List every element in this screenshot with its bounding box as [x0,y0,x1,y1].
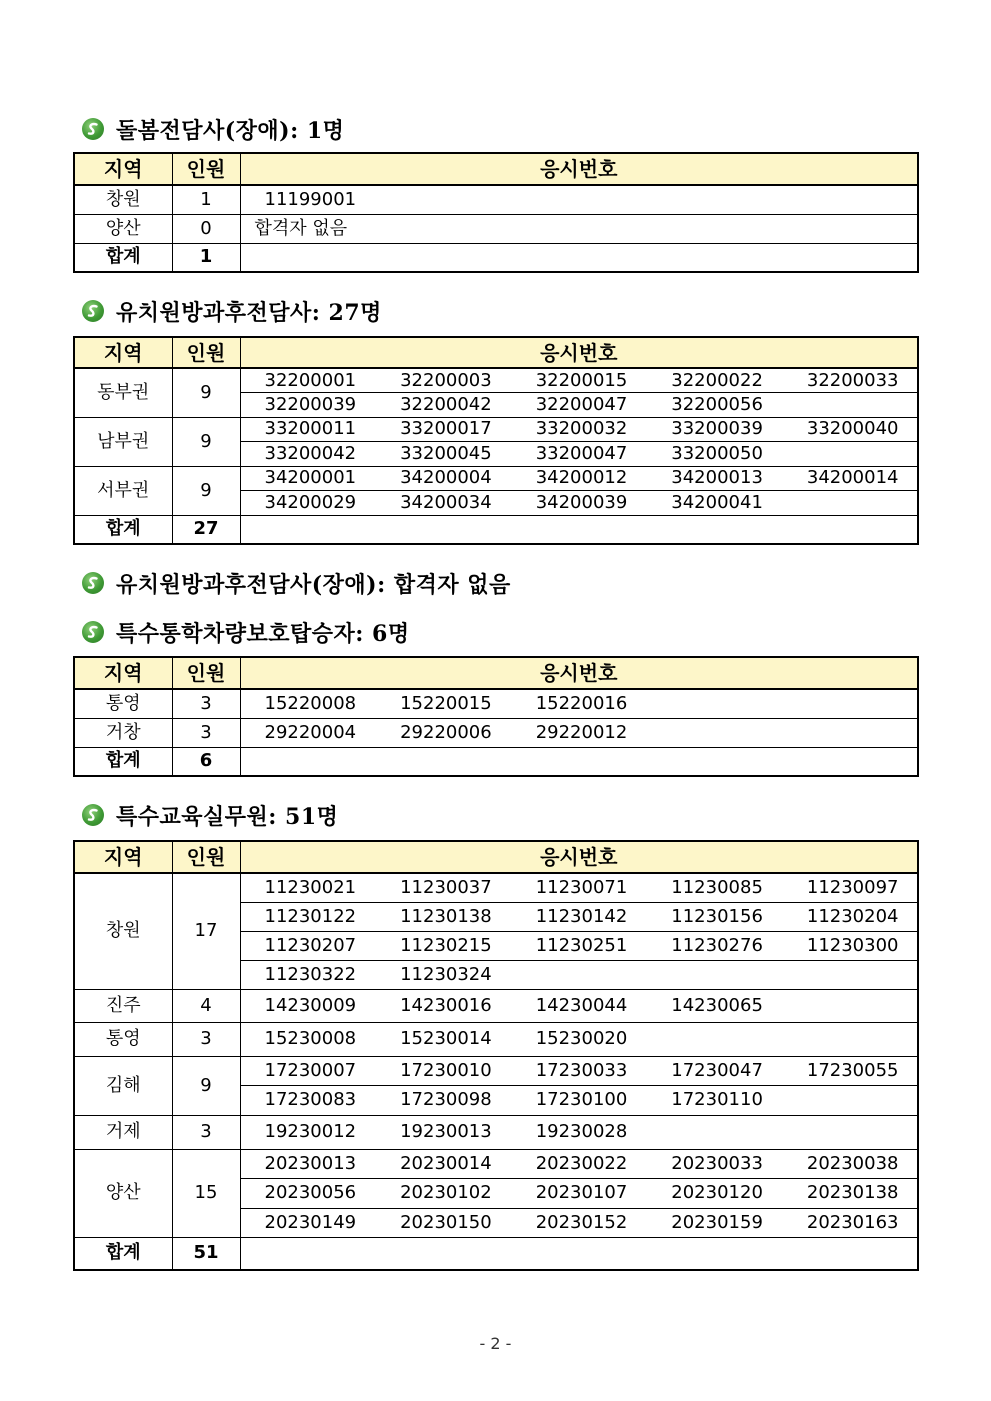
exam-number: 34200001 [264,467,357,489]
total-count: 27 [172,515,240,544]
exam-number: 11230071 [535,876,628,898]
exam-number: 20230056 [264,1182,357,1204]
exam-number: 32200001 [264,369,357,391]
exam-number: 19230012 [264,1121,357,1142]
count-cell: 3 [172,1022,240,1056]
table-row [74,368,918,393]
exam-number: 33200039 [671,418,763,440]
exam-number: 33200032 [535,418,628,440]
table-row [74,1022,918,1056]
green-circle-bullet-icon [82,572,104,594]
exam-number: 20230033 [671,1152,763,1174]
exam-number: 33200045 [400,442,492,464]
col-header-numbers: 응시번호 [240,841,918,873]
exam-number: 32200022 [671,369,763,391]
total-row [74,515,918,544]
exam-number: 15230008 [264,1028,357,1049]
exam-number: 20230013 [264,1152,357,1174]
region-cell: 양산 [74,214,172,243]
count-cell: 9 [172,368,240,417]
exam-number: 20230120 [671,1182,763,1204]
section-title: 유치원방과후전담사: 27명 [116,299,382,326]
numbers-cell [240,466,918,491]
exam-number: 11230142 [535,905,628,927]
exam-number: 34200014 [806,467,899,489]
col-header-numbers: 응시번호 [240,153,918,185]
exam-number: 14230065 [671,994,763,1016]
numbers-cell [240,960,918,989]
table-row [74,466,918,491]
exam-number: 20230022 [535,1152,628,1174]
count-cell: 9 [172,466,240,515]
numbers-cell [240,902,918,931]
exam-number: 11230037 [400,876,492,898]
numbers-cell [240,1208,918,1238]
section-heading-special-education-assistant [82,800,338,830]
table-row [74,1056,918,1086]
exam-number: 11230322 [264,963,357,985]
exam-number: 20230149 [264,1211,357,1233]
exam-number: 34200013 [671,467,763,489]
region-cell: 김해 [74,1056,172,1115]
exam-number: 32200042 [400,393,492,415]
numbers-cell [240,1056,918,1086]
total-label: 합계 [74,243,172,272]
section-heading-care-disabled [82,114,344,144]
col-header-numbers: 응시번호 [240,657,918,689]
numbers-cell [240,1022,918,1056]
col-header-region: 지역 [74,337,172,368]
exam-number: 20230014 [400,1152,492,1174]
count-cell: 4 [172,989,240,1022]
exam-number: 11230122 [264,905,357,927]
region-cell: 서부권 [74,466,172,515]
exam-number: 11230085 [671,876,763,898]
col-header-count: 인원 [172,153,240,185]
exam-number: 34200004 [400,467,492,489]
exam-number: 32200033 [806,369,899,391]
exam-number: 20230038 [806,1152,899,1174]
page-number: - 2 - [479,1334,512,1353]
exam-number: 33200040 [806,418,899,440]
exam-number: 33200047 [535,442,628,464]
exam-number: 33200050 [671,442,763,464]
total-count: 51 [172,1238,240,1270]
table-row [74,417,918,442]
exam-number: 15220008 [264,692,357,714]
exam-number: 34200039 [535,491,628,513]
exam-number: 34200034 [400,491,492,513]
exam-number: 11230276 [671,934,763,956]
exam-number: 34200041 [671,491,763,513]
col-header-region: 지역 [74,153,172,185]
region-cell: 남부권 [74,417,172,466]
col-header-numbers: 응시번호 [240,337,918,368]
exam-number: 20230150 [400,1211,492,1233]
table-care-disabled [73,152,919,273]
numbers-cell [240,185,918,214]
table-row [74,718,918,747]
numbers-cell [240,491,918,516]
section-title: 돌봄전담사(장애): 1명 [116,117,345,144]
table-row [74,989,918,1022]
col-header-region: 지역 [74,841,172,873]
exam-number: 29220006 [400,721,492,743]
total-label: 합계 [74,515,172,544]
exam-number: 33200017 [400,418,492,440]
region-cell: 창원 [74,873,172,989]
exam-number: 14230016 [400,994,492,1016]
exam-number: 34200012 [535,467,628,489]
empty-cell [240,1238,918,1270]
exam-number: 20230107 [535,1182,628,1204]
col-header-region: 지역 [74,657,172,689]
numbers-cell [240,689,918,718]
exam-number: 11230204 [806,905,899,927]
total-count: 6 [172,747,240,776]
table-row [74,1115,918,1149]
region-cell: 거제 [74,1115,172,1149]
exam-number: 20230138 [806,1182,899,1204]
green-circle-bullet-icon [82,804,104,826]
region-cell: 거창 [74,718,172,747]
numbers-cell [240,1115,918,1149]
numbers-cell [240,393,918,418]
count-cell: 9 [172,1056,240,1115]
total-row [74,1238,918,1270]
count-cell: 1 [172,185,240,214]
region-cell: 창원 [74,185,172,214]
table-special-bus-attendant [73,656,919,777]
green-circle-bullet-icon [82,118,104,140]
exam-number: 19230013 [400,1121,492,1142]
exam-number: 11230324 [400,963,492,985]
region-cell: 양산 [74,1149,172,1238]
section-heading-kindergarten-afterschool-disabled [82,568,511,598]
exam-number: 11230207 [264,934,357,956]
total-row [74,243,918,272]
section-heading-special-bus-attendant [82,617,410,647]
numbers-cell [240,989,918,1022]
exam-number: 20230163 [806,1211,899,1233]
empty-cell [240,243,918,272]
exam-number: 11230300 [806,934,899,956]
table-row [74,185,918,214]
exam-number: 11230021 [264,876,357,898]
numbers-cell [240,718,918,747]
empty-cell [240,747,918,776]
exam-number: 11230156 [671,905,763,927]
count-cell: 3 [172,689,240,718]
numbers-cell [240,931,918,960]
exam-number: 33200011 [264,418,357,440]
exam-number: 11199001 [264,188,357,210]
col-header-count: 인원 [172,337,240,368]
exam-number: 11230215 [400,934,492,956]
section-title: 특수교육실무원: 51명 [116,803,339,830]
exam-number: 32200003 [400,369,492,391]
region-cell: 통영 [74,689,172,718]
count-cell: 3 [172,1115,240,1149]
table-row [74,689,918,718]
exam-number: 15230020 [535,1028,628,1049]
exam-number: 17230100 [535,1089,628,1111]
exam-number: 29220012 [535,721,628,743]
region-cell: 진주 [74,989,172,1022]
exam-number: 17230055 [806,1059,899,1081]
section-heading-kindergarten-afterschool [82,296,382,326]
exam-number: 14230044 [535,994,628,1016]
section-title: 특수통학차량보호탑승자: 6명 [116,620,410,647]
exam-number: 17230047 [671,1059,763,1081]
exam-number: 17230007 [264,1059,357,1081]
exam-number: 17230098 [400,1089,492,1111]
table-special-education-assistant [73,840,919,1271]
region-cell: 통영 [74,1022,172,1056]
numbers-cell [240,417,918,442]
exam-number: 17230110 [671,1089,763,1111]
exam-number: 32200039 [264,393,357,415]
total-count: 1 [172,243,240,272]
col-header-count: 인원 [172,657,240,689]
count-cell: 0 [172,214,240,243]
empty-cell [240,515,918,544]
exam-number: 11230138 [400,905,492,927]
exam-number: 32200015 [535,369,628,391]
total-row [74,747,918,776]
count-cell: 3 [172,718,240,747]
numbers-cell [240,368,918,393]
green-circle-bullet-icon [82,300,104,322]
no-passers-text: 합격자 없음 [240,214,918,243]
exam-number: 20230159 [671,1211,763,1233]
exam-number: 20230102 [400,1182,492,1204]
numbers-cell [240,873,918,902]
exam-number: 11230097 [806,876,899,898]
exam-number: 19230028 [535,1121,628,1142]
total-label: 합계 [74,1238,172,1270]
exam-number: 17230083 [264,1089,357,1111]
table-row [74,214,918,243]
count-cell: 17 [172,873,240,989]
section-title: 유치원방과후전담사(장애): 합격자 없음 [116,571,511,598]
exam-number: 14230009 [264,994,357,1016]
exam-number: 17230033 [535,1059,628,1081]
exam-number: 11230251 [535,934,628,956]
table-kindergarten-afterschool [73,336,919,545]
total-label: 합계 [74,747,172,776]
green-circle-bullet-icon [82,621,104,643]
exam-number: 20230152 [535,1211,628,1233]
exam-number: 29220004 [264,721,357,743]
exam-number: 33200042 [264,442,357,464]
table-row [74,873,918,902]
count-cell: 15 [172,1149,240,1238]
region-cell: 동부권 [74,368,172,417]
table-row [74,1149,918,1179]
col-header-count: 인원 [172,841,240,873]
exam-number: 15220016 [535,692,628,714]
numbers-cell [240,1086,918,1116]
exam-number: 32200047 [535,393,628,415]
exam-number: 15220015 [400,692,492,714]
numbers-cell [240,1149,918,1179]
numbers-cell [240,442,918,467]
count-cell: 9 [172,417,240,466]
exam-number: 34200029 [264,491,357,513]
numbers-cell [240,1179,918,1209]
exam-number: 32200056 [671,393,763,415]
exam-number: 17230010 [400,1059,492,1081]
exam-number: 15230014 [400,1028,492,1049]
